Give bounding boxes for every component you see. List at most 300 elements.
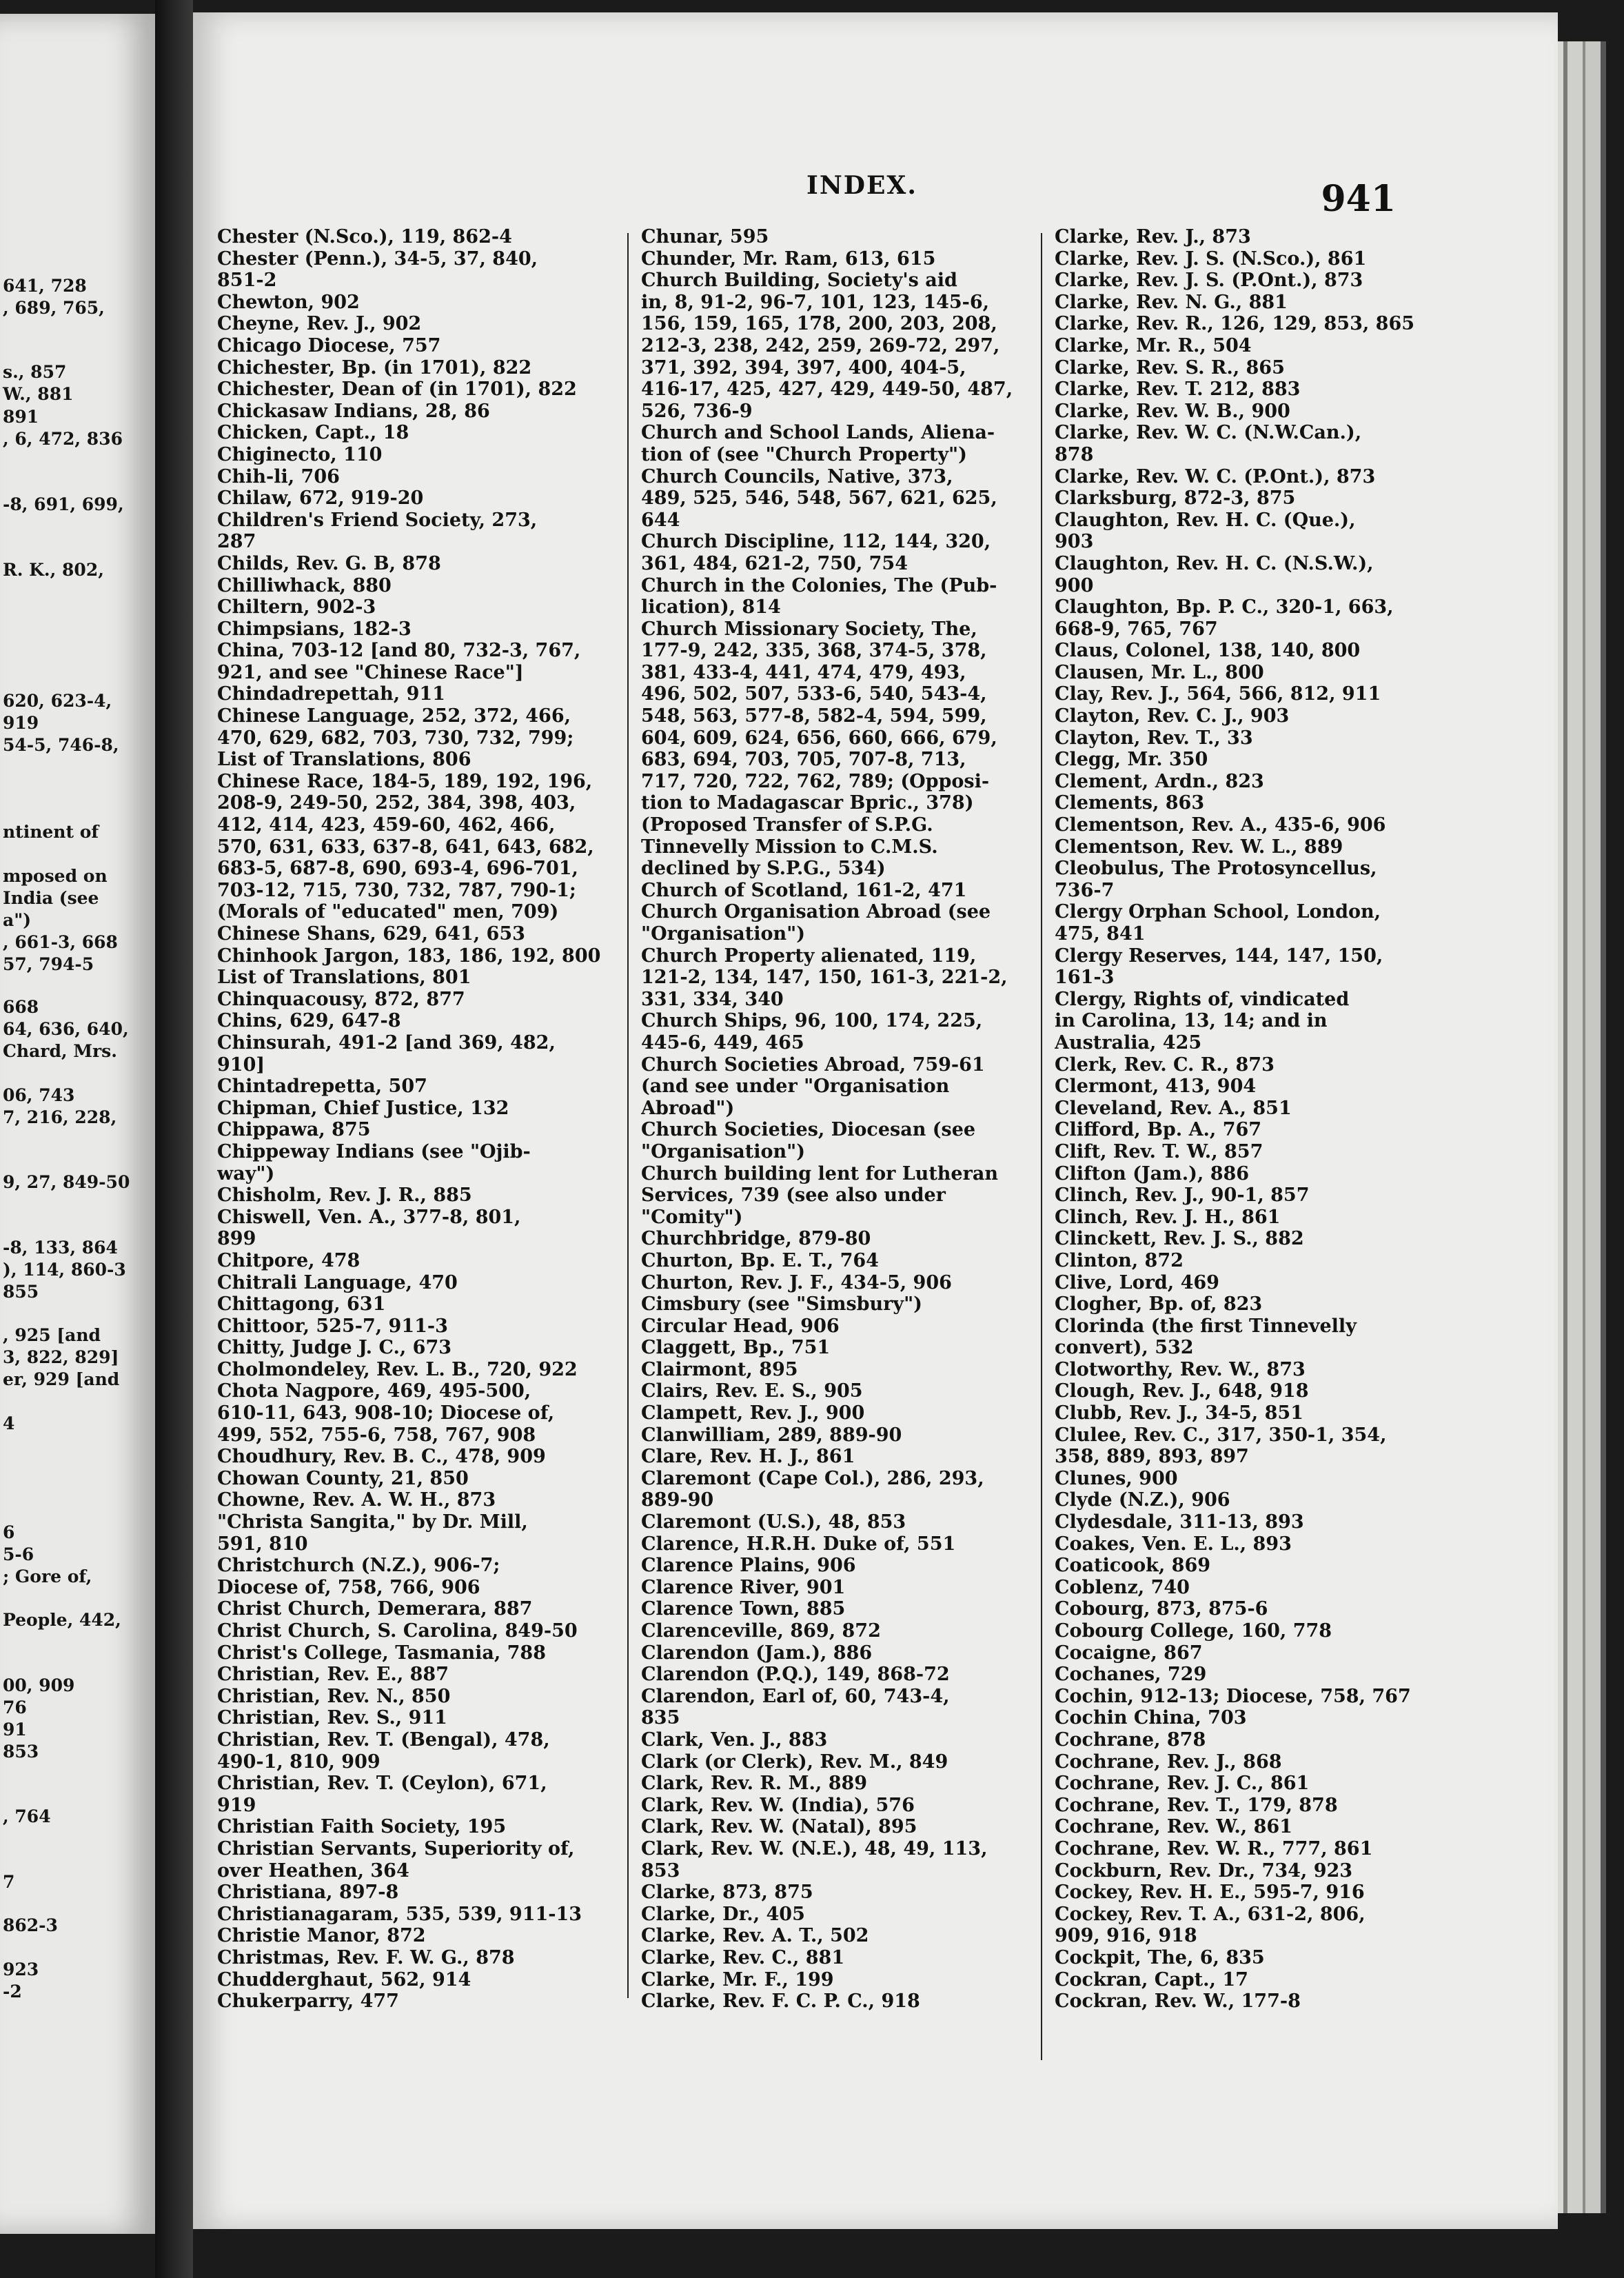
index-entry: Clark, Rev. W. (Natal), 895 <box>641 1816 917 1838</box>
index-entry: Chippawa, 875 <box>217 1119 371 1141</box>
page-edges <box>1558 41 1606 2213</box>
index-entry: Chilaw, 672, 919-20 <box>217 487 424 510</box>
index-entry: Clotworthy, Rev. W., 873 <box>1055 1358 1306 1380</box>
index-entry: Chinquacousy, 872, 877 <box>217 988 465 1010</box>
index-entry: in, 8, 91-2, 96-7, 101, 123, 145-6, <box>641 291 990 313</box>
facing-page-text: 91 <box>3 1720 27 1740</box>
index-entry: Children's Friend Society, 273, <box>217 509 538 531</box>
facing-page-text: ntinent of <box>3 822 99 842</box>
index-entry: Chimpsians, 182-3 <box>217 618 412 640</box>
index-entry: Childs, Rev. G. B, 878 <box>217 552 441 574</box>
index-entry: 570, 631, 633, 637-8, 641, 643, 682, <box>217 836 594 858</box>
index-entry: Clairs, Rev. E. S., 905 <box>641 1380 863 1402</box>
index-entry: Chinsurah, 491-2 [and 369, 482, <box>217 1031 556 1054</box>
index-entry: "Christa Sangita," by Dr. Mill, <box>217 1511 528 1533</box>
index-entry: Clinch, Rev. J. H., 861 <box>1055 1206 1281 1228</box>
index-entry: Clergy, Rights of, vindicated <box>1055 988 1350 1010</box>
index-entry: Clements, 863 <box>1055 792 1205 814</box>
index-entry: Claughton, Rev. H. C. (N.S.W.), <box>1055 552 1374 574</box>
index-entry: 416-17, 425, 427, 429, 449-50, 487, <box>641 379 1013 401</box>
index-entry: Chowne, Rev. A. W. H., 873 <box>217 1489 496 1511</box>
facing-page-text: -8, 133, 864 <box>3 1238 118 1258</box>
index-entry: Chitrali Language, 470 <box>217 1271 458 1293</box>
index-entry: Cholmondeley, Rev. L. B., 720, 922 <box>217 1358 578 1380</box>
index-entry: Clarke, Rev. R., 126, 129, 853, 865 <box>1055 313 1415 335</box>
index-entry: 909, 916, 918 <box>1055 1925 1197 1947</box>
index-entry: Chittoor, 525-7, 911-3 <box>217 1315 448 1337</box>
index-entry: Claggett, Bp., 751 <box>641 1337 831 1359</box>
index-entry: Chukerparry, 477 <box>217 1990 399 2013</box>
index-entry: Cobourg, 873, 875-6 <box>1055 1598 1268 1620</box>
index-entry: Chindadrepettah, 911 <box>217 683 445 705</box>
index-entry: Cockburn, Rev. Dr., 734, 923 <box>1055 1859 1353 1882</box>
index-entry: 853 <box>641 1859 680 1882</box>
facing-page-text: 57, 794-5 <box>3 954 94 974</box>
index-entry: Cochrane, Rev. W. R., 777, 861 <box>1055 1837 1373 1859</box>
index-entry: Chiginecto, 110 <box>217 443 383 465</box>
index-entry: Clayton, Rev. T., 33 <box>1055 727 1253 749</box>
index-entry: Chunder, Mr. Ram, 613, 615 <box>641 248 936 270</box>
index-entry: Cochrane, Rev. J. C., 861 <box>1055 1773 1310 1795</box>
index-entry: Chicago Diocese, 757 <box>217 334 441 356</box>
index-entry: Chudderghaut, 562, 914 <box>217 1968 471 1990</box>
index-entry: "Comity") <box>641 1206 743 1228</box>
index-entry: Clarke, Rev. J. S. (P.Ont.), 873 <box>1055 270 1363 292</box>
index-entry: Chester (Penn.), 34-5, 37, 840, <box>217 248 538 270</box>
index-entry: Abroad") <box>641 1097 735 1119</box>
index-entry: Chittagong, 631 <box>217 1293 386 1316</box>
index-entry: Clarke, Mr. F., 199 <box>641 1968 834 1990</box>
index-entry: Church Discipline, 112, 144, 320, <box>641 531 991 553</box>
index-entry: lication), 814 <box>641 596 781 618</box>
index-entry: Church Organisation Abroad (see <box>641 901 991 923</box>
index-entry: China, 703-12 [and 80, 732-3, 767, <box>217 640 581 662</box>
index-entry: Church and School Lands, Aliena- <box>641 422 995 444</box>
index-entry: Chewton, 902 <box>217 291 360 313</box>
index-entry: Clark, Rev. W. (N.E.), 48, 49, 113, <box>641 1837 988 1859</box>
facing-page-text: 668 <box>3 997 39 1017</box>
facing-page-text: R. K., 802, <box>3 560 104 580</box>
index-entry: Clarenceville, 869, 872 <box>641 1620 881 1642</box>
index-entry: Chota Nagpore, 469, 495-500, <box>217 1380 531 1402</box>
index-entry: Clorinda (the first Tinnevelly <box>1055 1315 1357 1337</box>
index-entry: Clulee, Rev. C., 317, 350-1, 354, <box>1055 1424 1387 1446</box>
index-entry: Chowan County, 21, 850 <box>217 1467 469 1489</box>
index-entry: 361, 484, 621-2, 750, 754 <box>641 552 908 574</box>
index-entry: 445-6, 449, 465 <box>641 1031 804 1054</box>
index-entry: Clarke, Rev. N. G., 881 <box>1055 291 1288 313</box>
index-entry: Cockran, Capt., 17 <box>1055 1968 1248 1990</box>
index-entry: Church of Scotland, 161-2, 471 <box>641 879 967 901</box>
index-entry: Clubb, Rev. J., 34-5, 851 <box>1055 1402 1303 1424</box>
index-entry: 919 <box>217 1794 256 1816</box>
index-entry: Clarke, Rev. W. C. (N.W.Can.), <box>1055 422 1362 444</box>
index-entry: Christian, Rev. N., 850 <box>217 1685 451 1707</box>
index-entry: Clarendon (P.Q.), 149, 868-72 <box>641 1664 950 1686</box>
index-entry: Clyde (N.Z.), 906 <box>1055 1489 1230 1511</box>
index-entry: Clementson, Rev. A., 435-6, 906 <box>1055 814 1386 836</box>
index-entry: Cochanes, 729 <box>1055 1664 1207 1686</box>
index-entry: Chins, 629, 647-8 <box>217 1010 401 1032</box>
index-entry: 899 <box>217 1228 256 1250</box>
index-entry: Cockey, Rev. H. E., 595-7, 916 <box>1055 1882 1365 1904</box>
index-entry: Clanwilliam, 289, 889-90 <box>641 1424 902 1446</box>
index-entry: Cheyne, Rev. J., 902 <box>217 313 422 335</box>
index-entry: Chiswell, Ven. A., 377-8, 801, <box>217 1206 521 1228</box>
index-entry: Chichester, Dean of (in 1701), 822 <box>217 379 577 401</box>
index-entry: Church Missionary Society, The, <box>641 618 977 640</box>
index-entry: Chicken, Capt., 18 <box>217 422 409 444</box>
column-divider <box>627 233 629 1998</box>
facing-page-text: India (see <box>3 888 99 908</box>
facing-page-text: 620, 623-4, <box>3 691 112 711</box>
index-entry: 489, 525, 546, 548, 567, 621, 625, <box>641 487 997 510</box>
index-entry: 591, 810 <box>217 1533 308 1555</box>
index-entry: (Morals of "educated" men, 709) <box>217 901 559 923</box>
index-entry: Chinese Language, 252, 372, 466, <box>217 705 571 727</box>
index-entry: 683-5, 687-8, 690, 693-4, 696-701, <box>217 858 578 880</box>
index-entry: 156, 159, 165, 178, 200, 203, 208, <box>641 313 997 335</box>
facing-page-text: People, 442, <box>3 1610 121 1630</box>
facing-page-text: 54-5, 746-8, <box>3 735 119 755</box>
facing-page-text: 6 <box>3 1522 15 1542</box>
index-page <box>193 12 1558 2229</box>
facing-page-text: 5-6 <box>3 1544 34 1564</box>
index-entry: Clark, Rev. W. (India), 576 <box>641 1794 915 1816</box>
index-entry: Coaticook, 869 <box>1055 1555 1211 1577</box>
facing-page-text: , 925 [and <box>3 1325 101 1345</box>
book-gutter <box>155 0 193 2278</box>
index-entry: Clinckett, Rev. J. S., 882 <box>1055 1228 1304 1250</box>
index-entry: Church Societies Abroad, 759-61 <box>641 1054 985 1076</box>
index-entry: Services, 739 (see also under <box>641 1185 946 1207</box>
index-entry: Clinton, 872 <box>1055 1249 1184 1271</box>
index-column-1 <box>217 226 617 2013</box>
index-entry: Christian, Rev. T. (Ceylon), 671, <box>217 1773 547 1795</box>
index-entry: Christian, Rev. E., 887 <box>217 1664 449 1686</box>
facing-page-text: mposed on <box>3 866 108 886</box>
index-entry: Clarence Plains, 906 <box>641 1555 856 1577</box>
index-entry: Circular Head, 906 <box>641 1315 840 1337</box>
index-entry: Clydesdale, 311-13, 893 <box>1055 1511 1304 1533</box>
index-entry: Churton, Bp. E. T., 764 <box>641 1249 879 1271</box>
index-entry: Christian Faith Society, 195 <box>217 1816 507 1838</box>
index-entry: Clinch, Rev. J., 90-1, 857 <box>1055 1185 1310 1207</box>
index-entry: Clifton (Jam.), 886 <box>1055 1162 1250 1185</box>
index-entry: Christchurch (N.Z.), 906-7; <box>217 1555 500 1577</box>
index-column-2 <box>641 226 1041 2013</box>
index-entry: Clarke, Rev. W. B., 900 <box>1055 400 1290 422</box>
index-entry: Clarke, Rev. S. R., 865 <box>1055 356 1285 379</box>
index-entry: Church Property alienated, 119, <box>641 945 977 967</box>
index-entry: 683, 694, 703, 705, 707-8, 713, <box>641 749 966 771</box>
index-entry: 610-11, 643, 908-10; Diocese of, <box>217 1402 555 1424</box>
index-entry: Diocese of, 758, 766, 906 <box>217 1576 480 1598</box>
index-entry: Claus, Colonel, 138, 140, 800 <box>1055 640 1361 662</box>
facing-page-text: 891 <box>3 407 39 427</box>
index-entry: Clarendon (Jam.), 886 <box>641 1642 873 1664</box>
index-entry: 548, 563, 577-8, 582-4, 594, 599, <box>641 705 987 727</box>
index-entry: Clarke, Rev. J. S. (N.Sco.), 861 <box>1055 248 1367 270</box>
facing-page-text: Chard, Mrs. <box>3 1041 117 1061</box>
index-entry: 668-9, 765, 767 <box>1055 618 1218 640</box>
facing-page-text: , 6, 472, 836 <box>3 429 123 449</box>
index-entry: 921, and see "Chinese Race"] <box>217 661 524 683</box>
index-entry: 851-2 <box>217 270 277 292</box>
index-entry: Clive, Lord, 469 <box>1055 1271 1219 1293</box>
index-entry: 835 <box>641 1707 680 1729</box>
index-entry: 331, 334, 340 <box>641 988 784 1010</box>
facing-page-text: 3, 822, 829] <box>3 1347 119 1367</box>
index-entry: Clarence, H.R.H. Duke of, 551 <box>641 1533 956 1555</box>
facing-page-text: 64, 636, 640, <box>3 1019 129 1039</box>
index-entry: Clifford, Bp. A., 767 <box>1055 1119 1262 1141</box>
facing-page-text: 641, 728 <box>3 276 87 296</box>
index-entry: Christ Church, Demerara, 887 <box>217 1598 533 1620</box>
index-entry: 358, 889, 893, 897 <box>1055 1446 1249 1468</box>
index-entry: Church in the Colonies, The (Pub- <box>641 574 997 596</box>
index-entry: Coblenz, 740 <box>1055 1576 1190 1598</box>
index-entry: Claremont (Cape Col.), 286, 293, <box>641 1467 984 1489</box>
index-entry: Chipman, Chief Justice, 132 <box>217 1097 509 1119</box>
index-entry: Christie Manor, 872 <box>217 1925 426 1947</box>
index-entry: 910] <box>217 1054 265 1076</box>
index-entry: Clausen, Mr. L., 800 <box>1055 661 1264 683</box>
index-entry: Christian, Rev. T. (Bengal), 478, <box>217 1728 550 1751</box>
index-entry: Christmas, Rev. F. W. G., 878 <box>217 1946 515 1968</box>
index-entry: Clunes, 900 <box>1055 1467 1178 1489</box>
index-entry: 499, 552, 755-6, 758, 767, 908 <box>217 1424 536 1446</box>
index-entry: convert), 532 <box>1055 1337 1194 1359</box>
index-entry: Cochin China, 703 <box>1055 1707 1247 1729</box>
page-title: INDEX. <box>806 171 917 200</box>
index-entry: 208-9, 249-50, 252, 384, 398, 403, <box>217 792 576 814</box>
index-entry: Chilliwhack, 880 <box>217 574 392 596</box>
page-number: 941 <box>1321 178 1396 220</box>
index-entry: Clough, Rev. J., 648, 918 <box>1055 1380 1309 1402</box>
index-entry: Tinnevelly Mission to C.M.S. <box>641 836 938 858</box>
facing-page-text: 862-3 <box>3 1915 58 1935</box>
index-entry: 412, 414, 423, 459-60, 462, 466, <box>217 814 556 836</box>
index-entry: Clark, Ven. J., 883 <box>641 1728 828 1751</box>
index-entry: 717, 720, 722, 762, 789; (Opposi- <box>641 770 990 792</box>
index-entry: Clarke, Rev. W. C. (P.Ont.), 873 <box>1055 465 1376 487</box>
index-entry: Cochin, 912-13; Diocese, 758, 767 <box>1055 1685 1411 1707</box>
index-entry: Clarke, Rev. F. C. P. C., 918 <box>641 1990 920 2013</box>
index-entry: Clairmont, 895 <box>641 1358 798 1380</box>
index-entry: over Heathen, 364 <box>217 1859 409 1882</box>
index-entry: List of Translations, 801 <box>217 967 471 989</box>
index-entry: 371, 392, 394, 397, 400, 404-5, <box>641 356 966 379</box>
index-entry: Chih-li, 706 <box>217 465 340 487</box>
index-entry: 644 <box>641 509 680 531</box>
index-entry: Christian, Rev. S., 911 <box>217 1707 447 1729</box>
index-entry: Churchbridge, 879-80 <box>641 1228 871 1250</box>
facing-page-fragment <box>0 14 155 2234</box>
index-entry: Clarke, 873, 875 <box>641 1882 813 1904</box>
facing-page-text: s., 857 <box>3 362 67 382</box>
index-entry: Choudhury, Rev. B. C., 478, 909 <box>217 1446 546 1468</box>
index-entry: 287 <box>217 531 256 553</box>
index-entry: Clarence Town, 885 <box>641 1598 846 1620</box>
index-entry: 526, 736-9 <box>641 400 753 422</box>
index-entry: Clogher, Bp. of, 823 <box>1055 1293 1263 1316</box>
index-entry: Chitty, Judge J. C., 673 <box>217 1337 452 1359</box>
index-entry: Church Societies, Diocesan (see <box>641 1119 976 1141</box>
index-entry: Cochrane, 878 <box>1055 1728 1206 1751</box>
facing-page-text: -8, 691, 699, <box>3 494 124 514</box>
index-entry: Chitpore, 478 <box>217 1249 361 1271</box>
index-entry: tion of (see "Church Property") <box>641 443 967 465</box>
index-entry: way") <box>217 1162 275 1185</box>
index-entry: 161-3 <box>1055 967 1115 989</box>
index-entry: Claughton, Bp. P. C., 320-1, 663, <box>1055 596 1394 618</box>
index-entry: in Carolina, 13, 14; and in <box>1055 1010 1328 1032</box>
facing-page-text: 7, 216, 228, <box>3 1107 117 1127</box>
facing-page-text: 855 <box>3 1282 39 1302</box>
index-entry: 903 <box>1055 531 1094 553</box>
index-entry: Chinhook Jargon, 183, 186, 192, 800 <box>217 945 601 967</box>
index-entry: tion to Madagascar Bpric., 378) <box>641 792 974 814</box>
facing-page-text: W., 881 <box>3 384 74 404</box>
index-entry: Clarke, Rev. T. 212, 883 <box>1055 379 1301 401</box>
index-entry: Cochrane, Rev. W., 861 <box>1055 1816 1292 1838</box>
index-entry: "Organisation") <box>641 923 805 945</box>
index-entry: Cobourg College, 160, 778 <box>1055 1620 1332 1642</box>
index-entry: Clarke, Rev. J., 873 <box>1055 226 1251 248</box>
index-entry: Clarke, Rev. C., 881 <box>641 1946 845 1968</box>
index-entry: Chisholm, Rev. J. R., 885 <box>217 1185 472 1207</box>
index-entry: 121-2, 134, 147, 150, 161-3, 221-2, <box>641 967 1008 989</box>
facing-page-text: 7 <box>3 1872 15 1892</box>
index-entry: 496, 502, 507, 533-6, 540, 543-4, <box>641 683 987 705</box>
index-entry: Australia, 425 <box>1055 1031 1202 1054</box>
index-entry: Clarksburg, 872-3, 875 <box>1055 487 1296 510</box>
index-entry: Clark, Rev. R. M., 889 <box>641 1773 868 1795</box>
index-entry: Clayton, Rev. C. J., 903 <box>1055 705 1290 727</box>
index-entry: Cochrane, Rev. J., 868 <box>1055 1751 1282 1773</box>
index-entry: 900 <box>1055 574 1094 596</box>
facing-page-text: 76 <box>3 1697 27 1717</box>
index-entry: (and see under "Organisation <box>641 1076 950 1098</box>
index-column-3 <box>1055 226 1468 2013</box>
index-entry: (Proposed Transfer of S.P.G. <box>641 814 933 836</box>
facing-page-text: , 689, 765, <box>3 298 105 318</box>
index-entry: 703-12, 715, 730, 732, 787, 790-1; <box>217 879 576 901</box>
facing-page-text: 06, 743 <box>3 1085 75 1105</box>
index-entry: 490-1, 810, 909 <box>217 1751 380 1773</box>
index-entry: Clermont, 413, 904 <box>1055 1076 1257 1098</box>
index-entry: 736-7 <box>1055 879 1115 901</box>
index-entry: Cockpit, The, 6, 835 <box>1055 1946 1265 1968</box>
facing-page-text: 9, 27, 849-50 <box>3 1172 130 1192</box>
index-entry: Clampett, Rev. J., 900 <box>641 1402 865 1424</box>
index-entry: Cockran, Rev. W., 177-8 <box>1055 1990 1301 2013</box>
index-entry: Chiltern, 902-3 <box>217 596 376 618</box>
index-entry: Cleveland, Rev. A., 851 <box>1055 1097 1292 1119</box>
facing-page-text: er, 929 [and <box>3 1369 120 1389</box>
index-entry: Coakes, Ven. E. L., 893 <box>1055 1533 1292 1555</box>
index-entry: Cockey, Rev. T. A., 631-2, 806, <box>1055 1903 1366 1925</box>
facing-page-text: ), 114, 860-3 <box>3 1260 126 1280</box>
index-entry: 381, 433-4, 441, 474, 479, 493, <box>641 661 966 683</box>
index-entry: Clergy Reserves, 144, 147, 150, <box>1055 945 1383 967</box>
facing-page-text: 919 <box>3 713 39 733</box>
index-entry: Christiana, 897-8 <box>217 1882 399 1904</box>
index-entry: "Organisation") <box>641 1140 805 1162</box>
index-entry: Clarendon, Earl of, 60, 743-4, <box>641 1685 950 1707</box>
index-entry: Christ Church, S. Carolina, 849-50 <box>217 1620 578 1642</box>
index-entry: Chester (N.Sco.), 119, 862-4 <box>217 226 512 248</box>
index-entry: Cochrane, Rev. T., 179, 878 <box>1055 1794 1338 1816</box>
index-entry: Claremont (U.S.), 48, 853 <box>641 1511 906 1533</box>
index-entry: Chunar, 595 <box>641 226 769 248</box>
index-entry: Cleobulus, The Protosyncellus, <box>1055 858 1377 880</box>
index-entry: 878 <box>1055 443 1094 465</box>
facing-page-text: , 764 <box>3 1806 51 1826</box>
index-entry: Chinese Race, 184-5, 189, 192, 196, <box>217 770 593 792</box>
facing-page-text: a") <box>3 910 32 930</box>
index-entry: declined by S.P.G., 534) <box>641 858 886 880</box>
index-entry: 212-3, 238, 242, 259, 269-72, 297, <box>641 334 1000 356</box>
index-entry: Clare, Rev. H. J., 861 <box>641 1446 855 1468</box>
index-entry: Church Ships, 96, 100, 174, 225, <box>641 1010 983 1032</box>
index-entry: Claughton, Rev. H. C. (Que.), <box>1055 509 1356 531</box>
index-entry: Cimsbury (see "Simsbury") <box>641 1293 922 1316</box>
index-entry: Church building lent for Lutheran <box>641 1162 998 1185</box>
index-entry: Clarence River, 901 <box>641 1576 846 1598</box>
index-entry: Clift, Rev. T. W., 857 <box>1055 1140 1263 1162</box>
index-entry: Christ's College, Tasmania, 788 <box>217 1642 546 1664</box>
index-entry: Clementson, Rev. W. L., 889 <box>1055 836 1343 858</box>
facing-page-text: ; Gore of, <box>3 1566 92 1586</box>
index-entry: Clark (or Clerk), Rev. M., 849 <box>641 1751 948 1773</box>
index-entry: List of Translations, 806 <box>217 749 471 771</box>
index-entry: 889-90 <box>641 1489 714 1511</box>
index-entry: Church Building, Society's aid <box>641 270 957 292</box>
index-entry: Clay, Rev. J., 564, 566, 812, 911 <box>1055 683 1381 705</box>
index-entry: Cocaigne, 867 <box>1055 1642 1203 1664</box>
index-entry: 604, 609, 624, 656, 660, 666, 679, <box>641 727 997 749</box>
index-entry: Chichester, Bp. (in 1701), 822 <box>217 356 532 379</box>
facing-page-text: 923 <box>3 1959 39 1979</box>
facing-page-text: , 661-3, 668 <box>3 932 118 952</box>
index-entry: Christian Servants, Superiority of, <box>217 1837 575 1859</box>
index-entry: Clerk, Rev. C. R., 873 <box>1055 1054 1275 1076</box>
index-entry: Clegg, Mr. 350 <box>1055 749 1208 771</box>
index-entry: Church Councils, Native, 373, <box>641 465 953 487</box>
index-entry: 470, 629, 682, 703, 730, 732, 799; <box>217 727 574 749</box>
index-entry: 475, 841 <box>1055 923 1146 945</box>
index-entry: Chintadrepetta, 507 <box>217 1076 427 1098</box>
index-entry: Clarke, Rev. A. T., 502 <box>641 1925 869 1947</box>
index-entry: Clergy Orphan School, London, <box>1055 901 1381 923</box>
index-entry: Clarke, Mr. R., 504 <box>1055 334 1252 356</box>
index-entry: Churton, Rev. J. F., 434-5, 906 <box>641 1271 952 1293</box>
index-entry: Chippeway Indians (see "Ojib- <box>217 1140 531 1162</box>
index-entry: Chinese Shans, 629, 641, 653 <box>217 923 525 945</box>
facing-page-text: -2 <box>3 1982 22 2002</box>
index-entry: Clarke, Dr., 405 <box>641 1903 805 1925</box>
facing-page-text: 4 <box>3 1413 15 1433</box>
index-entry: Chickasaw Indians, 28, 86 <box>217 400 490 422</box>
facing-page-text: 00, 909 <box>3 1675 75 1695</box>
index-entry: Christianagaram, 535, 539, 911-13 <box>217 1903 582 1925</box>
facing-page-text: 853 <box>3 1742 39 1762</box>
index-entry: 177-9, 242, 335, 368, 374-5, 378, <box>641 640 987 662</box>
index-entry: Clement, Ardn., 823 <box>1055 770 1264 792</box>
column-divider <box>1041 233 1042 2060</box>
